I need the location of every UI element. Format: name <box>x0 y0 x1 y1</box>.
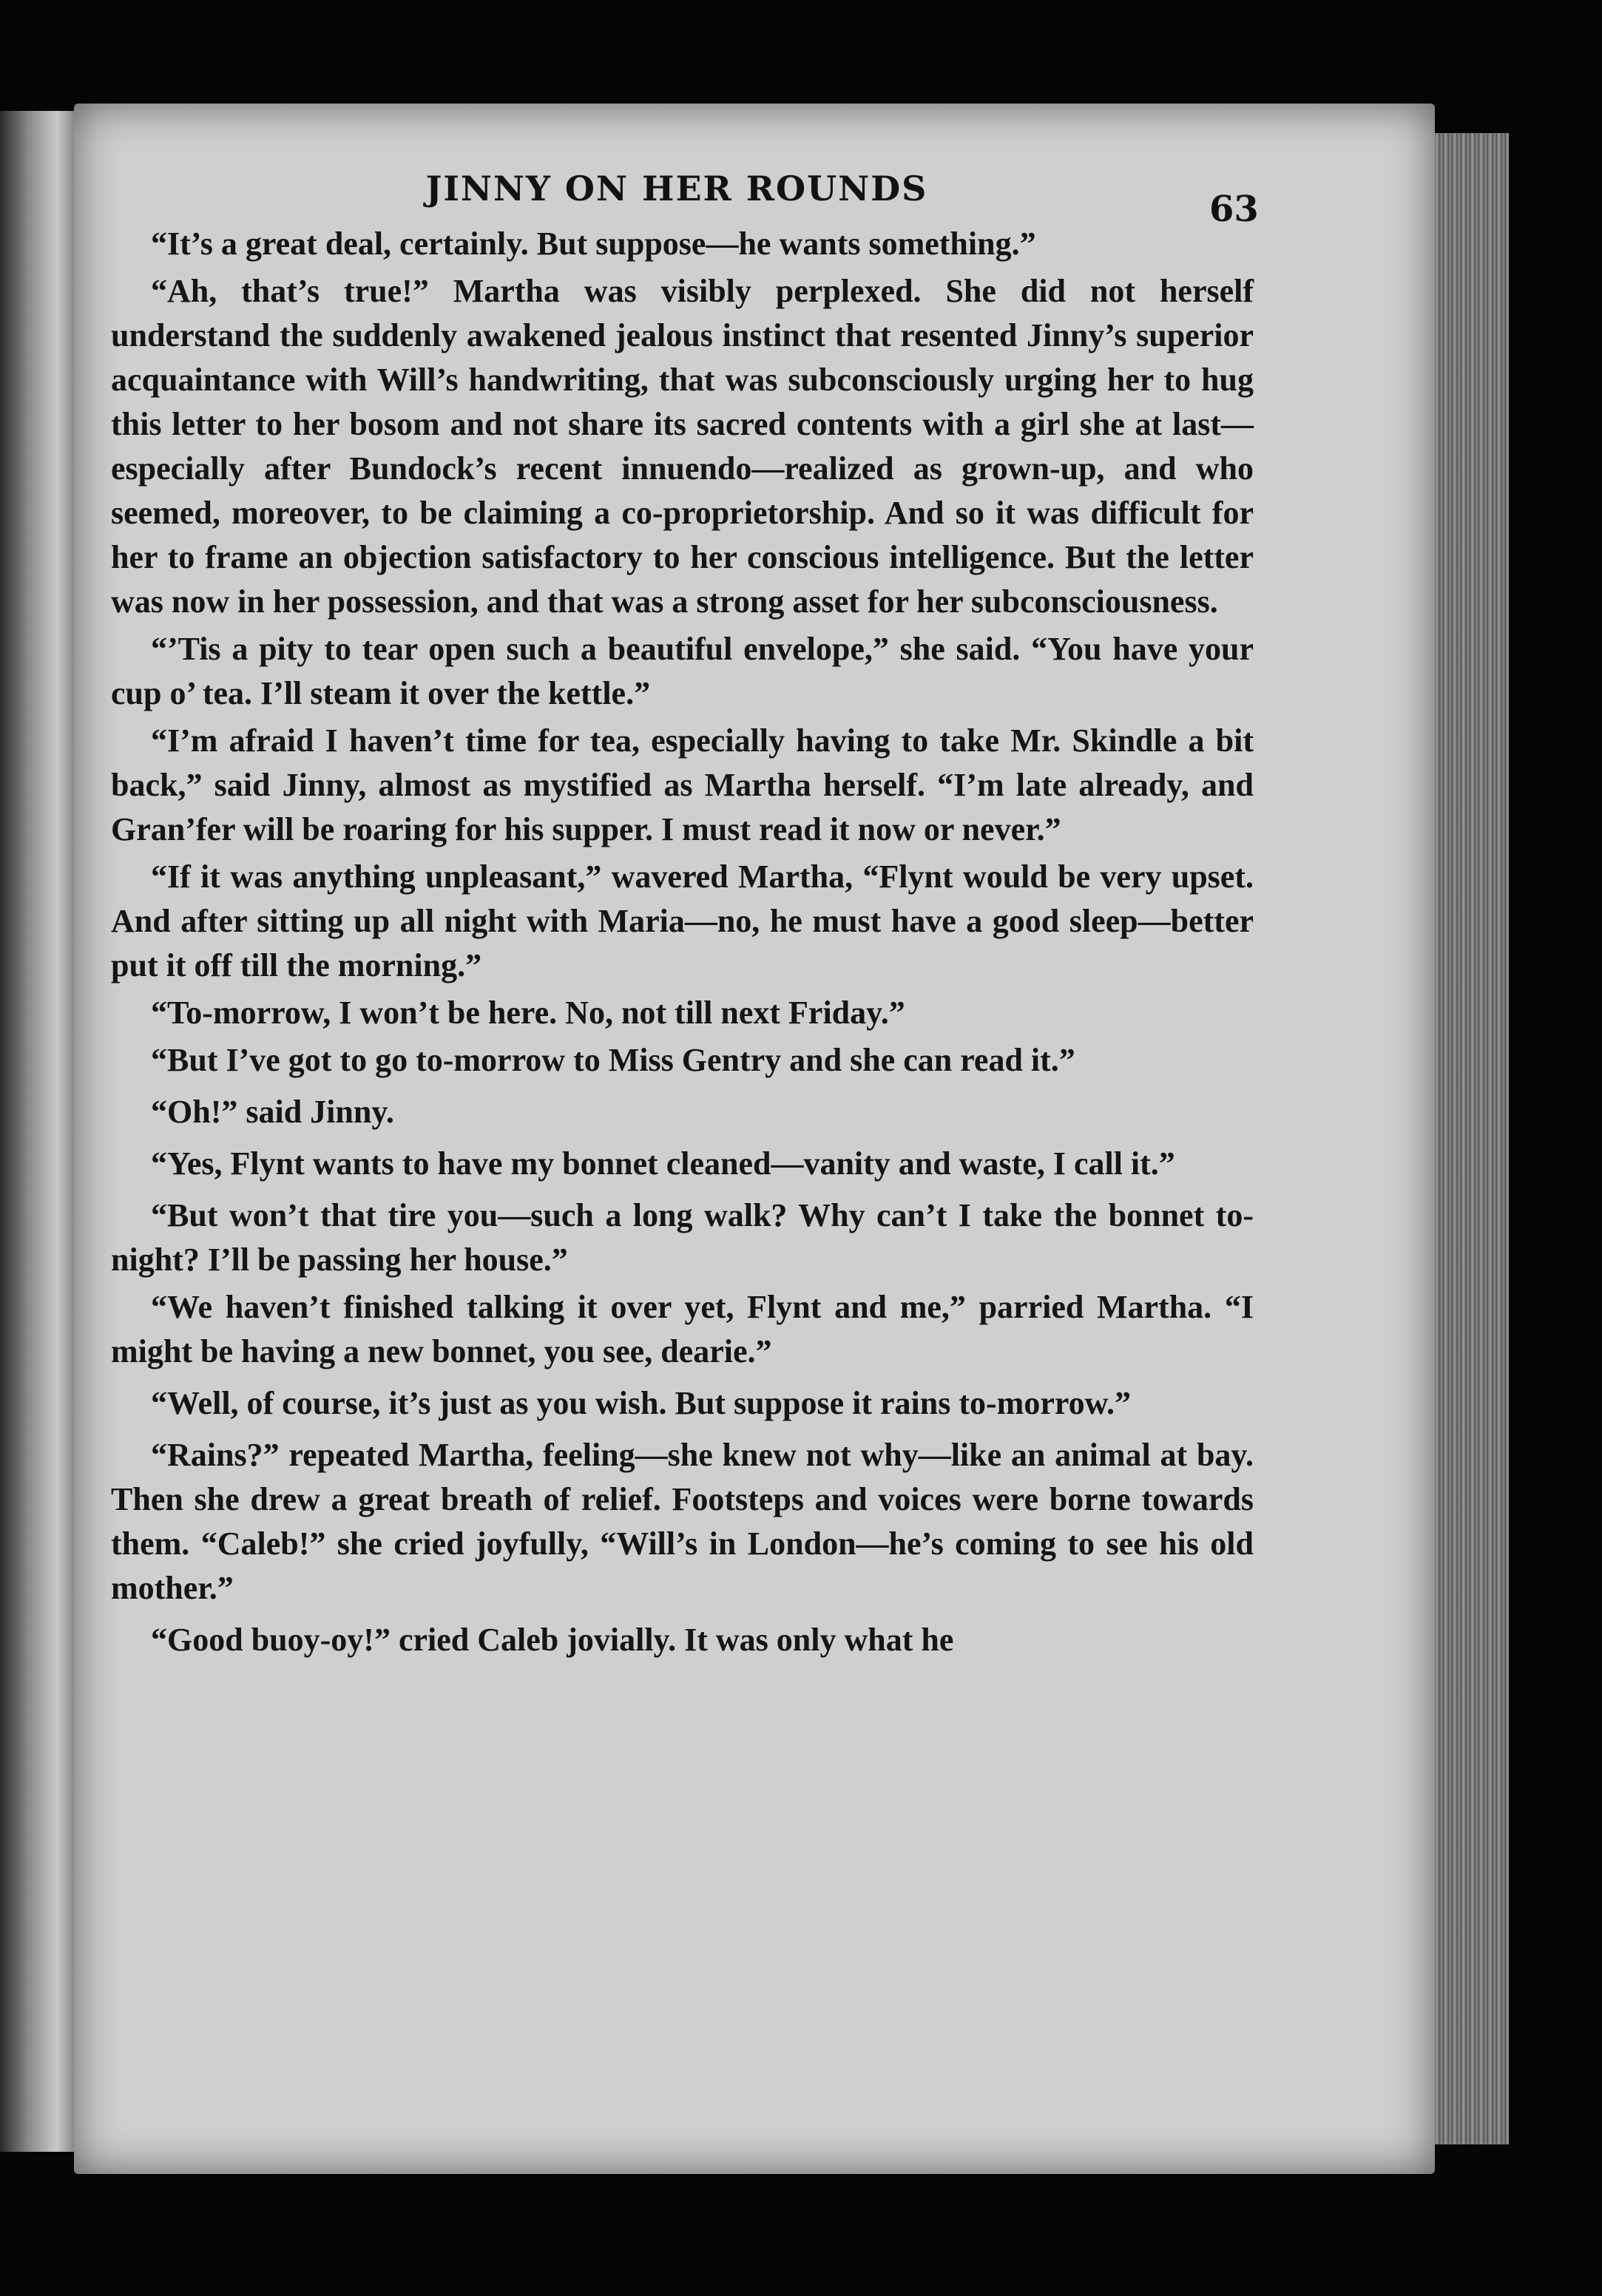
paragraph: “We haven’t finished talking it over yet, Flynt and me,” parried Martha. “I might be having a new bonnet, you see, dearie.” <box>111 1289 1254 1369</box>
paragraph: “Yes, Flynt wants to have my bonnet cleaned—vanity and waste, I call it.” <box>151 1145 1175 1182</box>
paragraph: “But won’t that tire you—such a long walk? Why can’t I take the bonnet to-night? I’ll be passing her house.” <box>111 1197 1254 1278</box>
paragraph: “Rains?” repeated Martha, feeling—she knew not why—like an animal at bay. Then she drew a great breath of relief. Footsteps and voices were borne towards them. “Caleb!” she cried joyfully, “Will’s in London—he’s coming to see his old mother.” <box>111 1437 1254 1606</box>
paragraph: “Well, of course, it’s just as you wish. But suppose it rains to-morrow.” <box>151 1385 1131 1421</box>
paragraph: “It’s a great deal, certainly. But suppose—he wants something.” <box>151 226 1036 262</box>
paragraph: “But I’ve got to go to-morrow to Miss Gentry and she can read it.” <box>151 1042 1075 1078</box>
paragraph: “Good buoy-oy!” cried Caleb jovially. It was only what he <box>151 1622 954 1658</box>
paragraph: “Ah, that’s true!” Martha was visibly perplexed. She did not herself understand the suddenly awakened jealous instinct that resented Jinny’s superior acquaintance with Will’s handwriting, that was subconsciously urging her to hug this letter to her bosom and not share its sacred contents with a girl she at last—especially after Bundock’s recent innuendo—realized as grown-up, and who seemed, moreover, to be claiming a co-proprietorship. And so it was difficult for her to frame an objection satisfactory to her conscious intelligence. But the letter was now in her possession, and that was a strong asset for her subconsciousness. <box>111 273 1254 620</box>
body-text <box>111 222 1254 1665</box>
paragraph: “If it was anything unpleasant,” wavered Martha, “Flynt would be very upset. And after sitting up all night with Maria—no, he must have a good sleep—better put it off till the morning.” <box>111 859 1254 983</box>
paragraph: “Oh!” said Jinny. <box>151 1094 394 1130</box>
page-number: 63 <box>1209 189 1259 230</box>
previous-page-edge <box>0 111 81 2152</box>
paragraph: “To-morrow, I won’t be here. No, not till next Friday.” <box>151 995 905 1031</box>
paragraph: “I’m afraid I haven’t time for tea, especially having to take Mr. Skindle a bit back,” said Jinny, almost as mystified as Martha herself. “I’m late already, and Gran’fer will be roaring for his supper. I must read it now or never.” <box>111 722 1254 847</box>
running-title: JINNY ON HER ROUNDS <box>425 169 928 209</box>
paragraph: “’Tis a pity to tear open such a beautiful envelope,” she said. “You have your cup o’ tea. I’ll steam it over the kettle.” <box>111 631 1254 711</box>
